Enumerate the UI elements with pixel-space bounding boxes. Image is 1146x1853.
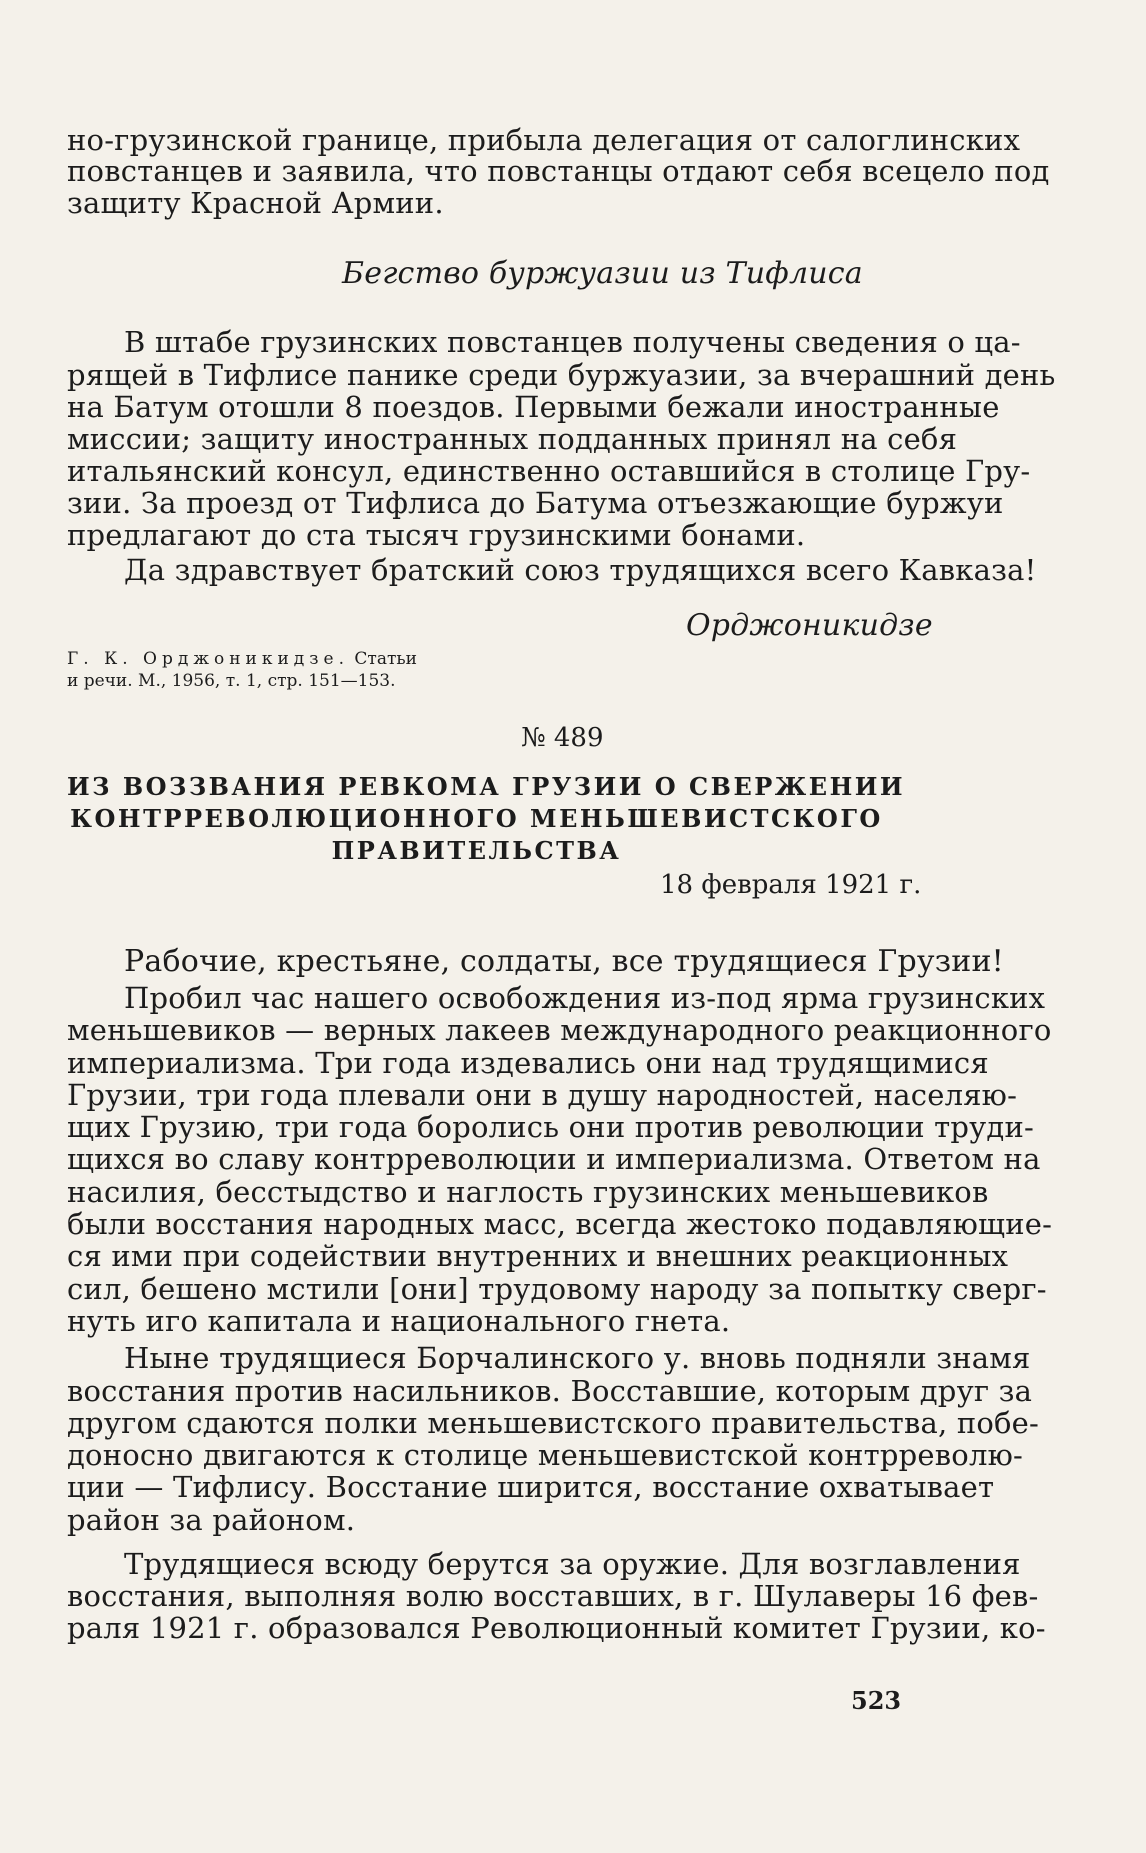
text-line: но-грузинской границе, прибыла делегация от салоглинских (67, 123, 1021, 157)
text-line: защиту Красной Армии. (67, 186, 444, 220)
section-heading: Бегство буржуазии из Тифлиса (342, 256, 863, 291)
text-line: раля 1921 г. образовался Революционный комитет Грузии, ко- (67, 1611, 1046, 1645)
text-line: империализма. Три года издевались они над трудящимися (67, 1046, 989, 1080)
text-line: были восстания народных масс, всегда жестоко подавляющие- (67, 1207, 1053, 1241)
text-line: насилия, бесстыдство и наглость грузинских меньшевиков (67, 1175, 989, 1209)
source-line-1 (67, 648, 417, 670)
text-line: повстанцев и заявила, что повстанцы отдают себя всецело под (67, 154, 1050, 188)
text-line: на Батум отошли 8 поездов. Первыми бежали иностранные (67, 390, 1000, 424)
text-line: восстания против насильников. Восставшие, которым друг за (67, 1374, 1033, 1408)
text-line: В штабе грузинских повстанцев получены сведения о ца- (124, 325, 1021, 359)
text-line: восстания, выполняя волю восставших, в г. Шулаверы 16 фев- (67, 1579, 1039, 1613)
text-line: меньшевиков — верных лакеев международного реакционного (67, 1013, 1052, 1047)
source-line-2: и речи. М., 1956, т. 1, стр. 151—153. (67, 671, 396, 691)
text-line: ции — Тифлису. Восстание ширится, восстание охватывает (67, 1470, 995, 1504)
text-line: Грузии, три года плевали они в душу народностей, населяю- (67, 1078, 1018, 1112)
document-title-line: КОНТРРЕВОЛЮЦИОННОГО МЕНЬШЕВИСТСКОГО (70, 804, 883, 833)
text-line: сил, бешено мстили [они] трудовому народу за попытку сверг- (67, 1272, 1047, 1306)
text-line: Трудящиеся всюду берутся за оружие. Для возглавления (124, 1547, 1021, 1581)
text-line: зии. За проезд от Тифлиса до Батума отъезжающие буржуи (67, 486, 1004, 520)
text-line: щих Грузию, три года боролись они против революции труди- (67, 1110, 1034, 1144)
signature: Орджоникидзе (686, 608, 933, 643)
text-line: другом сдаются полки меньшевистского правительства, побе- (67, 1406, 1040, 1440)
text-line: миссии; защиту иностранных подданных принял на себя (67, 422, 958, 456)
appeal: Рабочие, крестьяне, солдаты, все трудящиеся Грузии! (124, 944, 1004, 979)
text-line: ся ими при содействии внутренних и внешних реакционных (67, 1239, 1009, 1273)
closing-line: Да здравствует братский союз трудящихся всего Кавказа! (124, 553, 1037, 587)
text-line: рящей в Тифлисе панике среди буржуазии, за вчерашний день (67, 358, 1056, 392)
source-author: Г. К. Орджоникидзе. (67, 649, 350, 669)
text-line: предлагают до ста тысяч грузинскими бонами. (67, 518, 806, 552)
text-line: итальянский консул, единственно оставшийся в столице Гру- (67, 454, 1031, 488)
text-line: Пробил час нашего освобождения из-под ярма грузинских (124, 981, 1046, 1015)
document-number: № 489 (521, 723, 604, 753)
text-line: доносно двигаются к столице меньшевистской контрреволю- (67, 1438, 1024, 1472)
text-line: нуть иго капитала и национального гнета. (67, 1304, 731, 1338)
text-line: Ныне трудящиеся Борчалинского у. вновь подняли знамя (124, 1341, 1031, 1375)
page-number: 523 (851, 1686, 902, 1715)
document-title-line: ПРАВИТЕЛЬСТВА (331, 836, 622, 865)
text-line: щихся во славу контрреволюции и империализма. Ответом на (67, 1142, 1041, 1176)
text-line: район за районом. (67, 1503, 356, 1537)
source-title: Статьи (354, 649, 417, 669)
document-date: 18 февраля 1921 г. (660, 870, 922, 900)
document-title-line: ИЗ ВОЗЗВАНИЯ РЕВКОМА ГРУЗИИ О СВЕРЖЕНИИ (67, 772, 906, 801)
